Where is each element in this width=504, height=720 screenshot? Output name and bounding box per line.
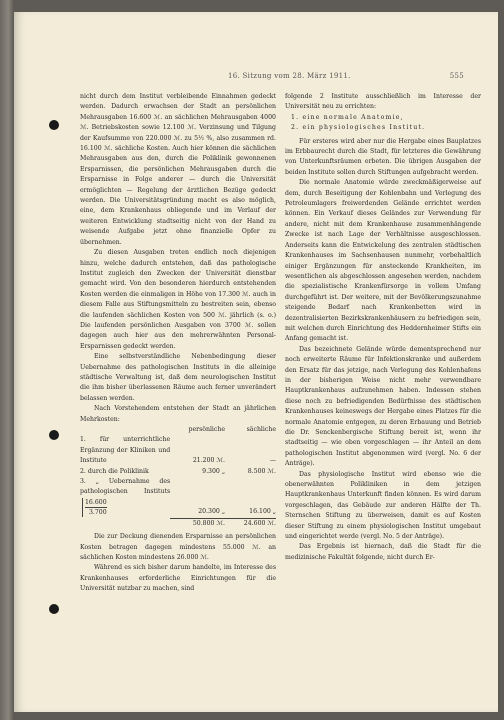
right-column <box>285 92 481 563</box>
paragraph: Zu diesen Ausgaben treten endlich noch diejenigen hinzu, welche dadurch entstehen, daß das pathologische Institut zugleich den Zwecken der Universität dienstbar gemacht wird. Von den besonderen hierdurch entstehenden Kosten werden die einmaligen in Höhe von 17.300 ℳ. auch in diesem Falle aus Stiftungsmitteln zu bestreiten sein, ebenso die laufenden sächlichen Kosten von 500 ℳ. jährlich (s. o.) Die laufenden persönlichen Ausgaben von 3700 ℳ. sollen dagegen auch hier aus den mehrerwähnten Personal-Ersparnissen gedeckt werden. <box>80 249 276 350</box>
row-personal: 21.200 ℳ. <box>192 457 226 465</box>
row-label <box>80 477 170 518</box>
left-column <box>80 92 276 595</box>
paragraph: Die zur Deckung dienenden Ersparnisse an persönlichen Kosten betragen dagegen mindestens 55.000 ℳ. an sächlichen Kosten mindestens 26.000 ℳ. <box>80 533 276 561</box>
total-material: 24.600 ℳ. <box>225 518 276 529</box>
paragraph: Das physiologische Institut wird ebenso wie die obenerwähnten Polikliniken in dem jetzigen Hauptkrankenhaus Unterkunft finden können. Es wird darum vorgeschlagen, das Gebäude zur anderen Hälfte der Th. Sternschen Stiftung zu überweisen, damit es auf Kosten dieser Stiftung zu einem physiologischen Institut umgebaut und eingerichtet werde (vergl. No. 5 der Anträge). <box>285 470 481 541</box>
table-row <box>80 435 276 466</box>
cost-table <box>80 425 276 529</box>
table-header-personal: persönliche <box>188 426 226 433</box>
table-row <box>80 477 276 518</box>
row-material: — <box>269 457 276 465</box>
row-personal: 20.300 „ <box>198 508 226 516</box>
institute-list <box>285 113 481 134</box>
binder-edge <box>0 0 14 720</box>
row-personal: 9.300 „ <box>202 467 226 475</box>
total-personal: 50.800 ℳ. <box>170 518 225 529</box>
list-item: 2. ein physiologisches Institut. <box>291 124 426 132</box>
punch-hole <box>49 604 59 614</box>
table-header-material: sächliche <box>246 426 276 433</box>
row-material: 16.100 „ <box>249 508 276 516</box>
paragraph: Nach Vorstehendem entstehen der Stadt an jährlichen Mehrkosten: <box>80 405 276 423</box>
paragraph: Während es sich bisher darum handelte, im Interesse des Krankenhauses erforderliche Einrichtungen für die Universität nutzbar zu machen, sind <box>80 564 276 593</box>
paragraph: nicht durch dem Institut verbleibende Einnahmen gedeckt werden. Dadurch erwachsen der Stadt an persönlichen Mehrausgaben 16.600 ℳ. an sächlichen Mehrausgaben 4000 ℳ. Betriebskosten sowie 12.100 ℳ. Verzinsung und Tilgung der Kaufsumme von 220.000 ℳ. zu 5½ %, also zusammen rd. 16.100 ℳ. sächliche Kosten. Auch hier können die sächlichen Mehrausgaben aus den, durch die Poliklinik gewonnenen Ersparnissen, die persönlichen Mehrausgaben durch die Ersparnisse in Folge anderer — durch die Universität ermöglichten — Regelung der ärztlichen Bezüge gedeckt werden. Die Universitätsgründung macht es also möglich, eine, dem Krankenhaus obliegende und im Verlauf der weiteren Entwicklung stadtseitig nicht von der Hand zu weisende Aufgabe jetzt ohne finanzielle Opfer zu übernehmen. <box>80 93 276 246</box>
paragraph: Eine selbstverständliche Nebenbedingung dieser Uebernahme des pathologischen Instituts in die alleinige städtische Verwaltung ist, daß dem neurologischen Institut die ihm bisher überlassenen Räume auch ferner unverändert belassen werden. <box>80 353 276 402</box>
paragraph: Das bezeichnete Gelände würde dementsprechend nur noch erweiterte Räume für Infektionskranke und außerdem den Ersatz für das jetzige, nach Verlegung des Kohlenhafens in der bisherigen Weise nicht mehr verwendbare Hauptkrankenhaus aufzunehmen haben. Indessen stehen diese noch zu befriedigenden Bedürfnisse des städtischen Krankenhauses keineswegs der Hergabe eines Platzes für die normale Anatomie entgegen, zu deren Erbauung und Betrieb die Dr. Senckenbergische Stiftung bereit ist, wenn ihr stadtseitig — wie oben vorgeschlagen — ihr Anteil an dem pathologischen Institut abgenommen wird (vergl. No. 6 der Anträge). <box>285 345 481 468</box>
table-row <box>80 467 276 477</box>
paragraph: folgende 2 Institute ausschließlich im Interesse der Universität neu zu errichten: <box>285 93 481 111</box>
paragraph: Für ersteres wird aber nur die Hergabe eines Bauplatzes im Erbbaurecht durch die Stadt, für letzteres die Gewährung von Unterkunftsräumen erbeten. Die übrigen Ausgaben der beiden Institute sollen durch Stiftungen aufgebracht werden. <box>285 137 481 176</box>
sub-value: 16.600 <box>85 498 107 506</box>
row-label: 1. für unterrichtliche Ergänzung der Kliniken und Institute <box>80 436 171 465</box>
page-number: 555 <box>449 72 464 80</box>
list-item: 1. eine normale Anatomie, <box>291 113 404 121</box>
punch-hole <box>49 120 59 130</box>
row-label-text: 3. „ Uebernahme des pathologischen Instituts <box>80 478 171 496</box>
punch-hole <box>49 430 59 440</box>
paragraph: Die normale Anatomie würde zweckmäßigerweise auf dem, durch Beseitigung der Kohlenbahn und Verlegung des Petroleumlagers freiwerdenden Gelände errichtet werden können. Ein Verkauf dieses Geländes zur Verwendung für andere, nicht mit dem Krankenhause zusammenhängende Zwecke ist nach Lage der Verhältnisse ausgeschlossen. Anderseits kann die Entwickelung des zentralen städtischen Krankenhauses im Sachsenhausen nunmehr, vorbehaltlich einiger Ergänzungen für ansteckende Krankheiten, im wesentlichen als abgeschlossen angesehen werden, nachdem die spezialistische Krankenfürsorge in vollem Umfang durchgeführt ist. Der weitere, mit der Bevölkerungszunahme steigende Bedarf nach Krankenbetten wird in dezentralisierten Bezirkskrankenhäusern zu befriedigen sein, mit welchen durch Einrichtung des Heddernheimer Stifts ein Anfang gemacht ist. <box>285 179 481 343</box>
sub-value: 3.700 <box>85 507 107 517</box>
row-material: 8.500 ℳ. <box>247 467 276 475</box>
table-total-row <box>80 518 276 529</box>
session-title: 16. Sitzung vom 28. März 1911. <box>228 72 351 80</box>
paragraph: Das Ergebnis ist hiernach, daß die Stadt für die medizinische Fakultät folgende, nicht durch Er- <box>285 543 481 561</box>
row-label: 2. durch die Poliklinik <box>80 467 149 475</box>
